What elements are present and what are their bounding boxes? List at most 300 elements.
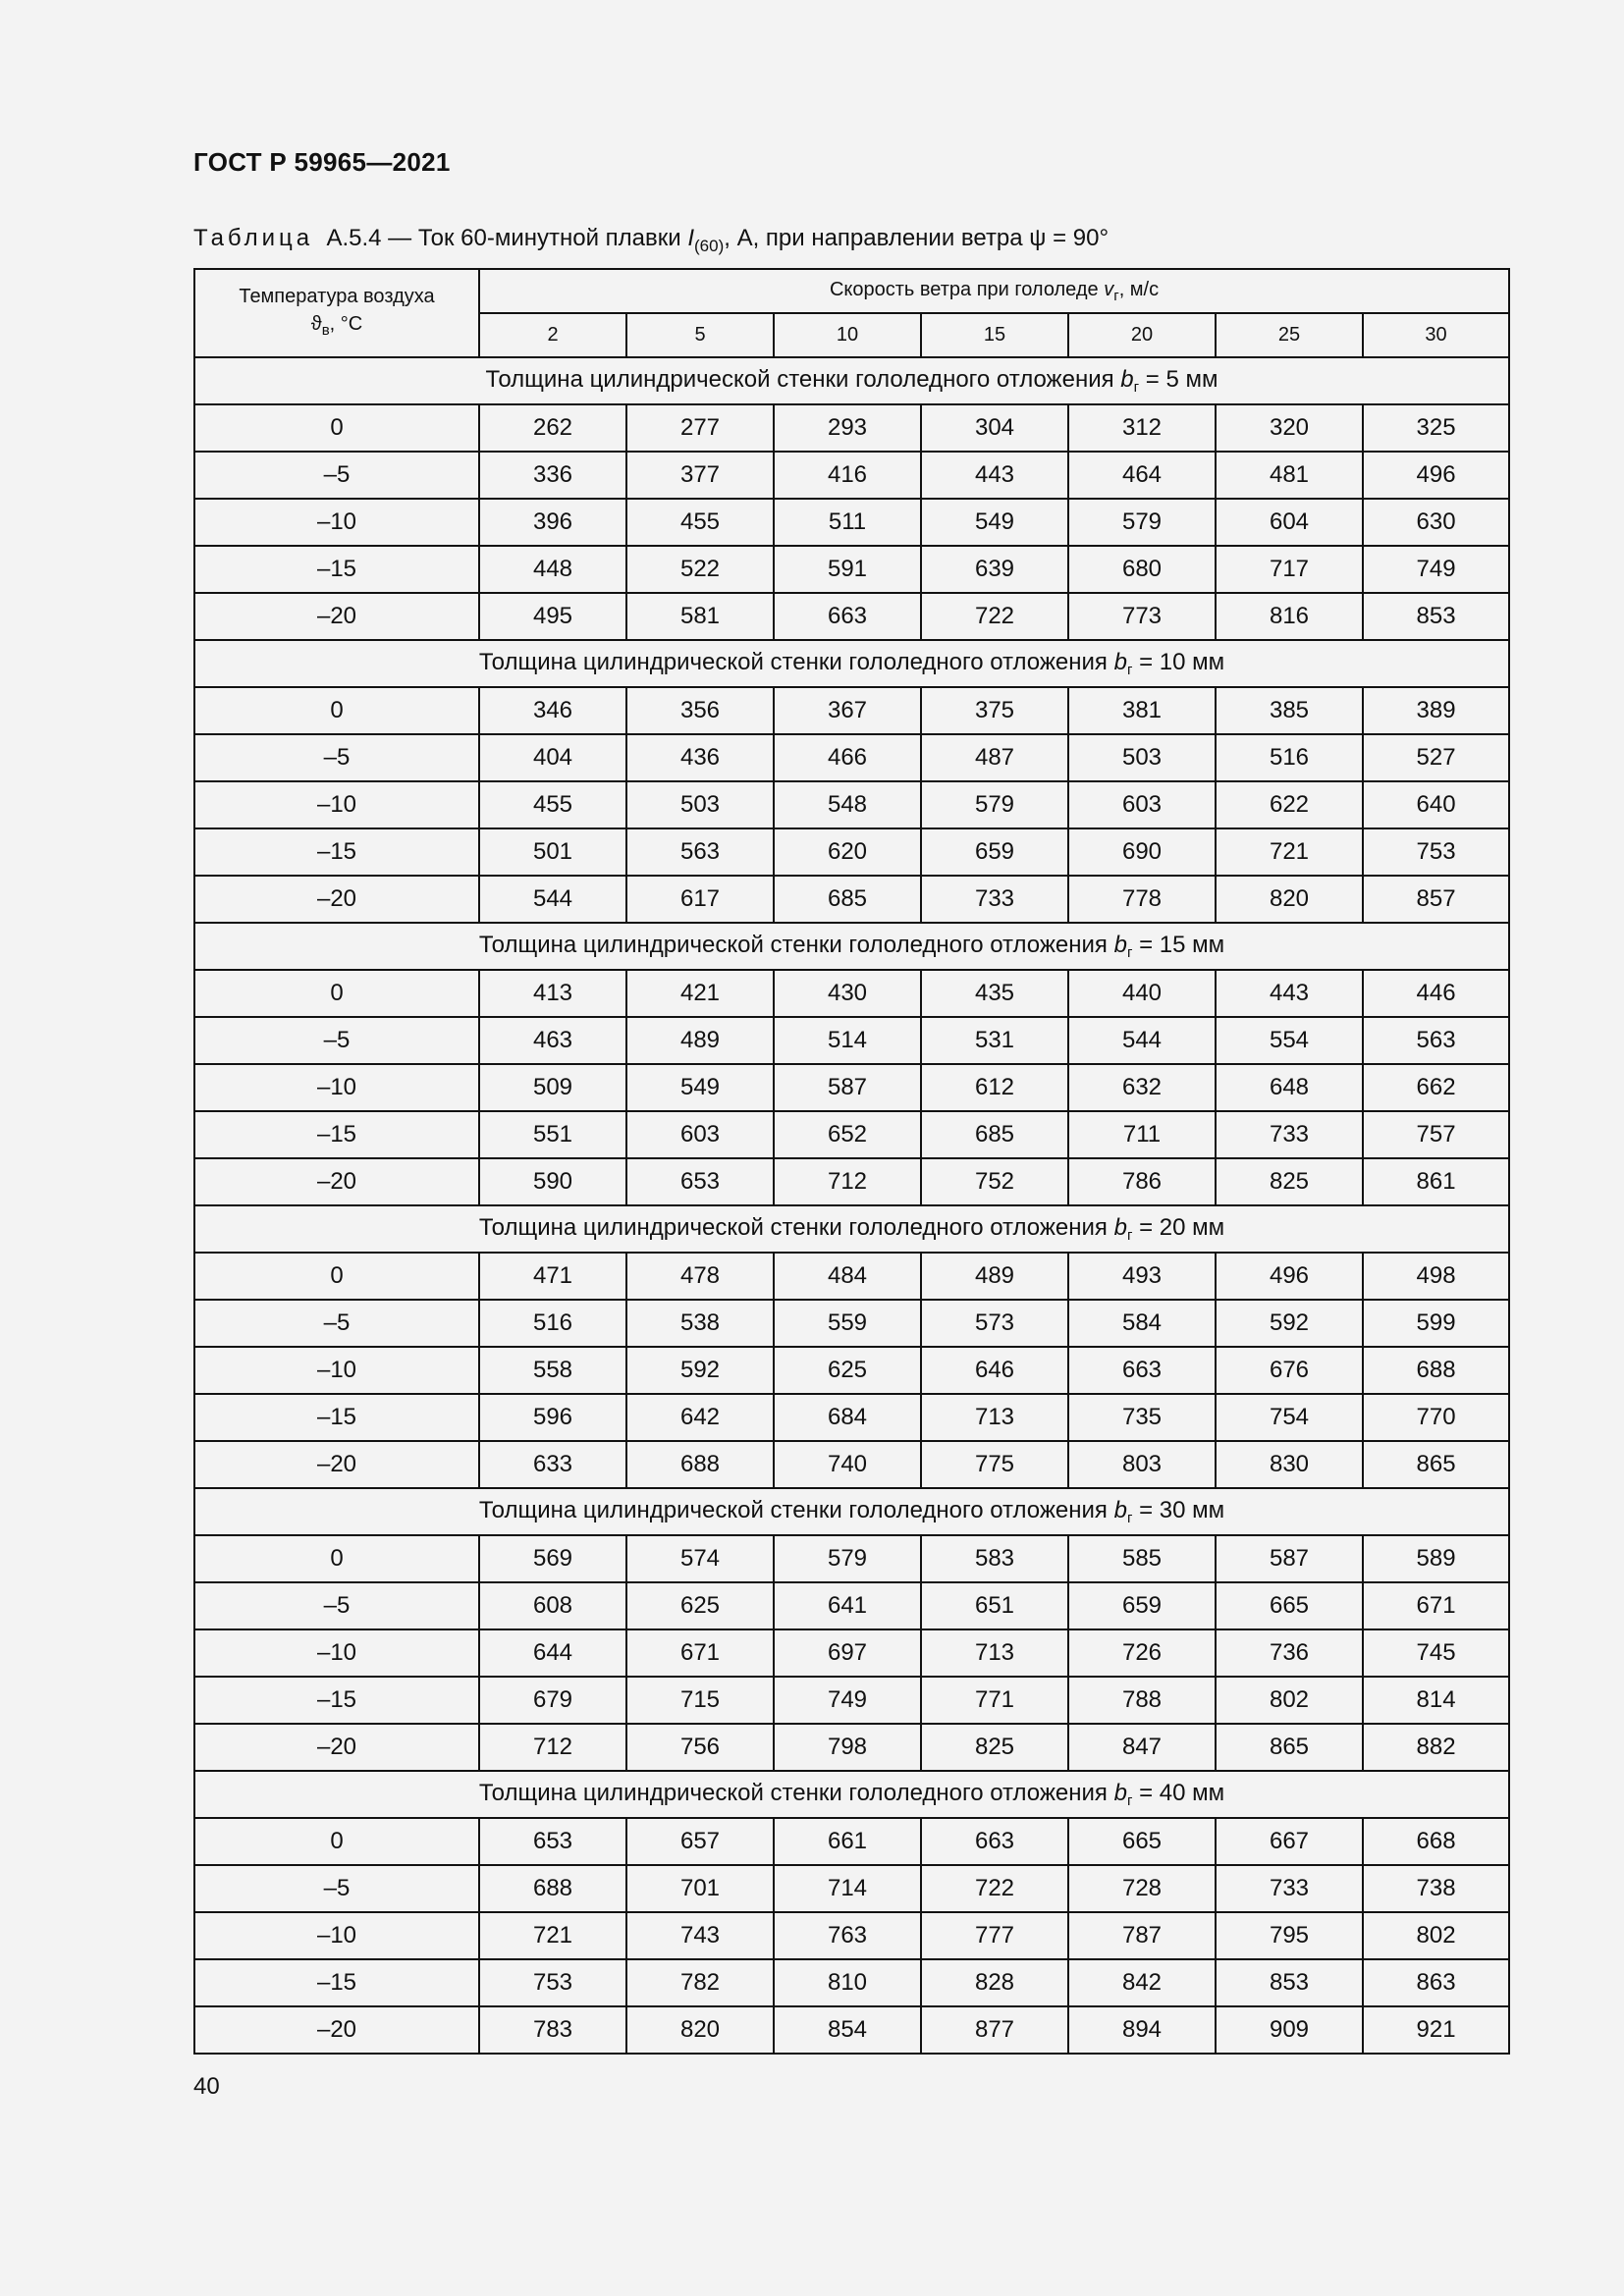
current-value-cell: 585	[1068, 1535, 1216, 1582]
temperature-header-line1: Температура воздуха	[239, 285, 435, 307]
table-row	[194, 1158, 1509, 1205]
current-value-cell: 810	[774, 1959, 921, 2006]
current-value-cell: 756	[626, 1724, 774, 1771]
current-value-cell: 665	[1216, 1582, 1363, 1629]
current-value-cell: 356	[626, 687, 774, 734]
current-value-cell: 721	[479, 1912, 626, 1959]
current-value-cell: 825	[921, 1724, 1068, 1771]
current-value-cell: 367	[774, 687, 921, 734]
current-value-cell: 262	[479, 404, 626, 452]
current-value-cell: 590	[479, 1158, 626, 1205]
current-value-cell: 496	[1216, 1253, 1363, 1300]
current-value-cell: 733	[921, 876, 1068, 923]
current-value-cell: 603	[1068, 781, 1216, 828]
current-value-cell: 778	[1068, 876, 1216, 923]
current-value-cell: 563	[626, 828, 774, 876]
current-value-cell: 853	[1363, 593, 1509, 640]
current-value-cell: 771	[921, 1677, 1068, 1724]
current-value-cell: 715	[626, 1677, 774, 1724]
temperature-cell: –10	[194, 1629, 479, 1677]
current-value-cell: 753	[479, 1959, 626, 2006]
temperature-cell: –10	[194, 781, 479, 828]
temperature-cell: –10	[194, 1347, 479, 1394]
current-value-cell: 721	[1216, 828, 1363, 876]
current-value-cell: 653	[479, 1818, 626, 1865]
table-row	[194, 1300, 1509, 1347]
current-value-cell: 865	[1363, 1441, 1509, 1488]
temperature-cell: –20	[194, 1441, 479, 1488]
current-value-cell: 558	[479, 1347, 626, 1394]
table-row	[194, 1724, 1509, 1771]
current-value-cell: 522	[626, 546, 774, 593]
group-label-value: = 20 мм	[1132, 1214, 1225, 1241]
group-label-symbol-sub: г	[1133, 379, 1140, 396]
current-value-cell: 579	[774, 1535, 921, 1582]
current-value-cell: 770	[1363, 1394, 1509, 1441]
current-value-cell: 786	[1068, 1158, 1216, 1205]
current-value-cell: 443	[1216, 970, 1363, 1017]
current-value-cell: 489	[921, 1253, 1068, 1300]
current-value-cell: 667	[1216, 1818, 1363, 1865]
current-value-cell: 501	[479, 828, 626, 876]
current-value-cell: 680	[1068, 546, 1216, 593]
current-value-cell: 662	[1363, 1064, 1509, 1111]
table-row	[194, 593, 1509, 640]
current-value-cell: 612	[921, 1064, 1068, 1111]
current-value-cell: 584	[1068, 1300, 1216, 1347]
current-value-cell: 509	[479, 1064, 626, 1111]
current-value-cell: 659	[921, 828, 1068, 876]
current-value-cell: 591	[774, 546, 921, 593]
current-value-cell: 685	[921, 1111, 1068, 1158]
group-label-prefix: Толщина цилиндрической стенки гололедного отложения	[478, 1214, 1114, 1241]
current-value-cell: 377	[626, 452, 774, 499]
current-value-cell: 496	[1363, 452, 1509, 499]
caption-current-symbol: I	[687, 225, 694, 251]
temperature-cell: –5	[194, 1300, 479, 1347]
current-value-cell: 798	[774, 1724, 921, 1771]
current-value-cell: 701	[626, 1865, 774, 1912]
current-value-cell: 688	[479, 1865, 626, 1912]
current-table	[193, 268, 1510, 2055]
wind-speed-value: 10	[774, 313, 921, 357]
current-value-cell: 574	[626, 1535, 774, 1582]
page-number: 40	[193, 2073, 220, 2100]
ice-thickness-group-label	[194, 1771, 1509, 1818]
group-label-value: = 5 мм	[1139, 366, 1218, 393]
current-value-cell: 625	[626, 1582, 774, 1629]
current-value-cell: 484	[774, 1253, 921, 1300]
current-value-cell: 688	[626, 1441, 774, 1488]
group-label-prefix: Толщина цилиндрической стенки гололедного отложения	[485, 366, 1121, 393]
current-value-cell: 592	[1216, 1300, 1363, 1347]
temperature-cell: –20	[194, 1724, 479, 1771]
current-value-cell: 478	[626, 1253, 774, 1300]
temperature-header-theta: ϑ	[310, 312, 322, 335]
wind-speed-header	[479, 269, 1509, 313]
current-value-cell: 820	[1216, 876, 1363, 923]
temperature-cell: –15	[194, 1959, 479, 2006]
table-row	[194, 1677, 1509, 1724]
group-label-prefix: Толщина цилиндрической стенки гололедного отложения	[478, 1780, 1114, 1806]
temperature-cell: 0	[194, 1535, 479, 1582]
current-value-cell: 538	[626, 1300, 774, 1347]
current-value-cell: 416	[774, 452, 921, 499]
current-value-cell: 648	[1216, 1064, 1363, 1111]
current-value-cell: 753	[1363, 828, 1509, 876]
current-value-cell: 688	[1363, 1347, 1509, 1394]
current-value-cell: 464	[1068, 452, 1216, 499]
temperature-column-header	[194, 269, 479, 357]
current-value-cell: 498	[1363, 1253, 1509, 1300]
temperature-cell: –15	[194, 546, 479, 593]
group-label-value: = 15 мм	[1132, 932, 1225, 958]
temperature-cell: 0	[194, 1253, 479, 1300]
current-value-cell: 544	[479, 876, 626, 923]
current-value-cell: 775	[921, 1441, 1068, 1488]
current-value-cell: 514	[774, 1017, 921, 1064]
current-value-cell: 757	[1363, 1111, 1509, 1158]
temperature-cell: 0	[194, 687, 479, 734]
current-value-cell: 783	[479, 2006, 626, 2054]
current-value-cell: 375	[921, 687, 1068, 734]
current-value-cell: 632	[1068, 1064, 1216, 1111]
current-value-cell: 549	[921, 499, 1068, 546]
table-row	[194, 828, 1509, 876]
current-value-cell: 551	[479, 1111, 626, 1158]
current-value-cell: 853	[1216, 1959, 1363, 2006]
group-label-symbol: b	[1113, 649, 1127, 675]
table-row	[194, 499, 1509, 546]
current-value-cell: 516	[1216, 734, 1363, 781]
current-value-cell: 448	[479, 546, 626, 593]
group-label-value: = 40 мм	[1132, 1780, 1225, 1806]
current-value-cell: 788	[1068, 1677, 1216, 1724]
current-value-cell: 712	[479, 1724, 626, 1771]
table-row	[194, 734, 1509, 781]
current-value-cell: 752	[921, 1158, 1068, 1205]
current-value-cell: 435	[921, 970, 1068, 1017]
wind-speed-value: 20	[1068, 313, 1216, 357]
current-value-cell: 787	[1068, 1912, 1216, 1959]
group-label-symbol: b	[1113, 932, 1127, 958]
current-value-cell: 385	[1216, 687, 1363, 734]
table-row	[194, 546, 1509, 593]
temperature-header-theta-sub: в	[321, 321, 330, 339]
current-value-cell: 639	[921, 546, 1068, 593]
current-value-cell: 511	[774, 499, 921, 546]
current-value-cell: 676	[1216, 1347, 1363, 1394]
current-value-cell: 404	[479, 734, 626, 781]
temperature-cell: –20	[194, 876, 479, 923]
group-label-symbol: b	[1113, 1214, 1127, 1241]
current-value-cell: 603	[626, 1111, 774, 1158]
current-value-cell: 816	[1216, 593, 1363, 640]
temperature-cell: –15	[194, 828, 479, 876]
current-value-cell: 820	[626, 2006, 774, 2054]
current-value-cell: 909	[1216, 2006, 1363, 2054]
current-value-cell: 825	[1216, 1158, 1363, 1205]
current-value-cell: 455	[479, 781, 626, 828]
current-value-cell: 516	[479, 1300, 626, 1347]
current-value-cell: 714	[774, 1865, 921, 1912]
current-value-cell: 531	[921, 1017, 1068, 1064]
current-value-cell: 713	[921, 1629, 1068, 1677]
table-row	[194, 687, 1509, 734]
current-value-cell: 722	[921, 1865, 1068, 1912]
current-value-cell: 828	[921, 1959, 1068, 2006]
current-value-cell: 592	[626, 1347, 774, 1394]
current-value-cell: 625	[774, 1347, 921, 1394]
current-value-cell: 443	[921, 452, 1068, 499]
current-value-cell: 489	[626, 1017, 774, 1064]
current-value-cell: 569	[479, 1535, 626, 1582]
current-value-cell: 671	[626, 1629, 774, 1677]
current-value-cell: 446	[1363, 970, 1509, 1017]
ice-thickness-group-row	[194, 1205, 1509, 1253]
table-row	[194, 1912, 1509, 1959]
current-value-cell: 579	[1068, 499, 1216, 546]
current-value-cell: 847	[1068, 1724, 1216, 1771]
table-row	[194, 1017, 1509, 1064]
current-value-cell: 711	[1068, 1111, 1216, 1158]
temperature-cell: –10	[194, 1064, 479, 1111]
current-value-cell: 503	[1068, 734, 1216, 781]
current-value-cell: 630	[1363, 499, 1509, 546]
current-value-cell: 733	[1216, 1111, 1363, 1158]
current-value-cell: 657	[626, 1818, 774, 1865]
ice-thickness-group-row	[194, 640, 1509, 687]
group-label-value: = 10 мм	[1132, 649, 1225, 675]
current-value-cell: 293	[774, 404, 921, 452]
current-value-cell: 782	[626, 1959, 774, 2006]
ice-thickness-group-row	[194, 923, 1509, 970]
group-label-prefix: Толщина цилиндрической стенки гололедного отложения	[478, 649, 1114, 675]
current-value-cell: 802	[1216, 1677, 1363, 1724]
table-caption	[193, 225, 1109, 256]
table-row	[194, 1582, 1509, 1629]
current-value-cell: 503	[626, 781, 774, 828]
ice-thickness-group-label	[194, 1488, 1509, 1535]
current-value-cell: 493	[1068, 1253, 1216, 1300]
group-label-prefix: Толщина цилиндрической стенки гололедного отложения	[478, 932, 1114, 958]
temperature-cell: –5	[194, 1865, 479, 1912]
current-value-cell: 661	[774, 1818, 921, 1865]
current-value-cell: 728	[1068, 1865, 1216, 1912]
current-value-cell: 544	[1068, 1017, 1216, 1064]
current-value-cell: 743	[626, 1912, 774, 1959]
group-label-symbol-sub: г	[1126, 1227, 1133, 1244]
current-value-cell: 894	[1068, 2006, 1216, 2054]
wind-speed-header-unit: , м/с	[1118, 278, 1160, 300]
ice-thickness-group-label	[194, 640, 1509, 687]
current-value-cell: 640	[1363, 781, 1509, 828]
temperature-cell: –5	[194, 1582, 479, 1629]
current-value-cell: 440	[1068, 970, 1216, 1017]
current-value-cell: 651	[921, 1582, 1068, 1629]
current-value-cell: 581	[626, 593, 774, 640]
temperature-cell: –5	[194, 452, 479, 499]
current-value-cell: 554	[1216, 1017, 1363, 1064]
current-value-cell: 740	[774, 1441, 921, 1488]
temperature-cell: 0	[194, 1818, 479, 1865]
table-row	[194, 1959, 1509, 2006]
table-body	[194, 357, 1509, 2054]
current-value-cell: 795	[1216, 1912, 1363, 1959]
current-value-cell: 633	[479, 1441, 626, 1488]
current-value-cell: 413	[479, 970, 626, 1017]
table-row	[194, 1441, 1509, 1488]
current-value-cell: 641	[774, 1582, 921, 1629]
table-row	[194, 1394, 1509, 1441]
caption-prefix: Таблица	[193, 225, 314, 251]
current-value-cell: 736	[1216, 1629, 1363, 1677]
current-value-cell: 312	[1068, 404, 1216, 452]
current-value-cell: 685	[774, 876, 921, 923]
group-label-symbol-sub: г	[1126, 944, 1133, 961]
temperature-cell: –10	[194, 1912, 479, 1959]
current-value-cell: 877	[921, 2006, 1068, 2054]
current-value-cell: 527	[1363, 734, 1509, 781]
current-value-cell: 646	[921, 1347, 1068, 1394]
group-label-prefix: Толщина цилиндрической стенки гололедного отложения	[478, 1497, 1114, 1523]
table-row	[194, 1347, 1509, 1394]
table-row	[194, 1111, 1509, 1158]
current-value-cell: 697	[774, 1629, 921, 1677]
temperature-cell: –15	[194, 1677, 479, 1724]
current-value-cell: 549	[626, 1064, 774, 1111]
current-value-cell: 559	[774, 1300, 921, 1347]
ice-thickness-group-label	[194, 357, 1509, 404]
temperature-cell: –20	[194, 1158, 479, 1205]
ice-thickness-group-label	[194, 923, 1509, 970]
current-value-cell: 389	[1363, 687, 1509, 734]
temperature-cell: 0	[194, 970, 479, 1017]
table-row	[194, 1818, 1509, 1865]
temperature-cell: –5	[194, 1017, 479, 1064]
current-value-cell: 684	[774, 1394, 921, 1441]
current-value-cell: 608	[479, 1582, 626, 1629]
ice-thickness-group-row	[194, 1488, 1509, 1535]
current-value-cell: 735	[1068, 1394, 1216, 1441]
current-value-cell: 814	[1363, 1677, 1509, 1724]
current-value-cell: 587	[774, 1064, 921, 1111]
current-value-cell: 861	[1363, 1158, 1509, 1205]
current-value-cell: 277	[626, 404, 774, 452]
wind-speed-header-symbol: v	[1104, 278, 1114, 300]
current-value-cell: 777	[921, 1912, 1068, 1959]
wind-speed-header-symbol-sub: г	[1113, 287, 1119, 304]
current-value-cell: 644	[479, 1629, 626, 1677]
current-value-cell: 617	[626, 876, 774, 923]
current-value-cell: 548	[774, 781, 921, 828]
current-value-cell: 854	[774, 2006, 921, 2054]
current-value-cell: 921	[1363, 2006, 1509, 2054]
current-value-cell: 773	[1068, 593, 1216, 640]
current-value-cell: 421	[626, 970, 774, 1017]
current-value-cell: 336	[479, 452, 626, 499]
temperature-cell: –5	[194, 734, 479, 781]
wind-speed-header-text: Скорость ветра при гололеде	[829, 278, 1105, 300]
current-value-cell: 455	[626, 499, 774, 546]
caption-text-before: — Ток 60-минутной плавки	[388, 225, 688, 251]
table-row	[194, 1253, 1509, 1300]
current-value-cell: 346	[479, 687, 626, 734]
table-row	[194, 1865, 1509, 1912]
current-value-cell: 738	[1363, 1865, 1509, 1912]
current-value-cell: 679	[479, 1677, 626, 1724]
wind-speed-value: 5	[626, 313, 774, 357]
current-value-cell: 604	[1216, 499, 1363, 546]
current-value-cell: 466	[774, 734, 921, 781]
current-value-cell: 471	[479, 1253, 626, 1300]
table-row	[194, 970, 1509, 1017]
current-value-cell: 587	[1216, 1535, 1363, 1582]
current-value-cell: 857	[1363, 876, 1509, 923]
caption-current-sub: (60)	[694, 236, 725, 255]
table-row	[194, 2006, 1509, 2054]
wind-speed-value: 30	[1363, 313, 1509, 357]
current-value-cell: 712	[774, 1158, 921, 1205]
table-row	[194, 876, 1509, 923]
wind-speed-value: 2	[479, 313, 626, 357]
ice-thickness-group-row	[194, 357, 1509, 404]
group-label-symbol: b	[1113, 1497, 1127, 1523]
current-value-cell: 430	[774, 970, 921, 1017]
current-value-cell: 726	[1068, 1629, 1216, 1677]
current-value-cell: 749	[774, 1677, 921, 1724]
current-value-cell: 320	[1216, 404, 1363, 452]
current-value-cell: 495	[479, 593, 626, 640]
current-value-cell: 596	[479, 1394, 626, 1441]
current-value-cell: 722	[921, 593, 1068, 640]
current-value-cell: 713	[921, 1394, 1068, 1441]
current-value-cell: 663	[774, 593, 921, 640]
temperature-cell: –15	[194, 1111, 479, 1158]
table-row	[194, 1629, 1509, 1677]
current-value-cell: 802	[1363, 1912, 1509, 1959]
table-row	[194, 1064, 1509, 1111]
current-value-cell: 803	[1068, 1441, 1216, 1488]
caption-text-after: , А, при направлении ветра ψ = 90°	[724, 225, 1110, 251]
current-value-cell: 487	[921, 734, 1068, 781]
caption-number: А.5.4	[326, 225, 382, 251]
current-value-cell: 381	[1068, 687, 1216, 734]
document-code: ГОСТ Р 59965—2021	[193, 147, 451, 177]
current-value-cell: 865	[1216, 1724, 1363, 1771]
group-label-value: = 30 мм	[1132, 1497, 1225, 1523]
current-value-cell: 763	[774, 1912, 921, 1959]
current-value-cell: 717	[1216, 546, 1363, 593]
current-value-cell: 745	[1363, 1629, 1509, 1677]
temperature-cell: –20	[194, 2006, 479, 2054]
wind-speed-value: 15	[921, 313, 1068, 357]
group-label-symbol: b	[1120, 366, 1134, 393]
current-value-cell: 663	[921, 1818, 1068, 1865]
temperature-cell: –20	[194, 593, 479, 640]
current-value-cell: 668	[1363, 1818, 1509, 1865]
current-value-cell: 749	[1363, 546, 1509, 593]
current-value-cell: 830	[1216, 1441, 1363, 1488]
current-value-cell: 563	[1363, 1017, 1509, 1064]
current-value-cell: 671	[1363, 1582, 1509, 1629]
current-value-cell: 583	[921, 1535, 1068, 1582]
current-value-cell: 882	[1363, 1724, 1509, 1771]
temperature-cell: –15	[194, 1394, 479, 1441]
ice-thickness-group-row	[194, 1771, 1509, 1818]
temperature-cell: –10	[194, 499, 479, 546]
temperature-header-unit: , °С	[329, 312, 363, 335]
